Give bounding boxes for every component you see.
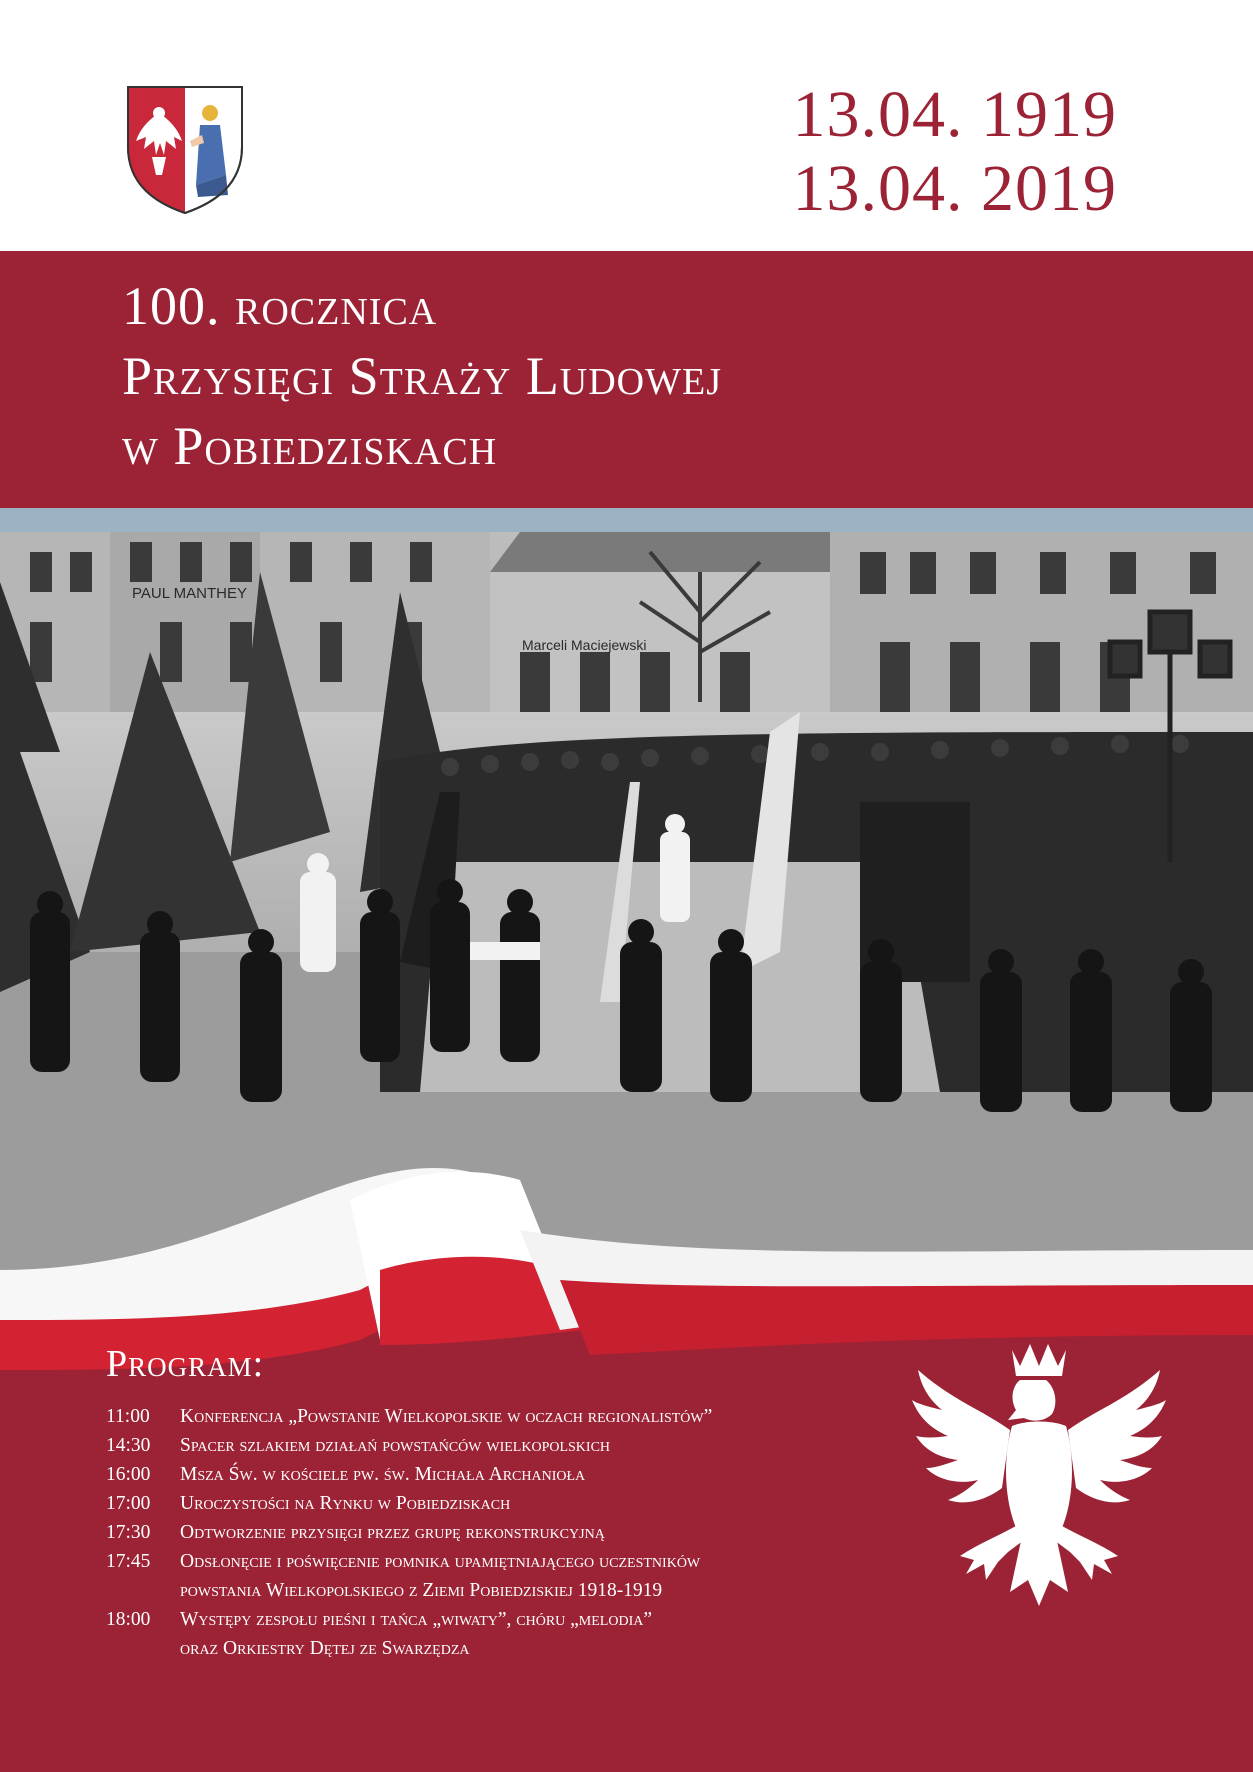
date-2019: 13.04. 2019 <box>792 152 1117 225</box>
program-time: 17:00 <box>106 1493 151 1514</box>
program-time: 17:30 <box>106 1522 151 1543</box>
title-line-3: w Pobiedziskach <box>122 416 498 476</box>
page-title <box>122 271 722 481</box>
title-band <box>0 251 1253 508</box>
sign-marceli-maciejewski: Marceli Maciejewski <box>522 637 647 653</box>
program-desc: Odtworzenie przysięgi przez grupę rekonstrukcyjną <box>180 1522 605 1543</box>
program-desc: Msza Św. w kościele pw. św. Michała Archanioła <box>180 1464 586 1485</box>
program-desc-cont: powstania Wielkopolskiego z Ziemi Pobiedziskiej 1918-1919 <box>180 1580 663 1601</box>
program-time: 11:00 <box>106 1406 150 1427</box>
program-time: 18:00 <box>106 1609 151 1630</box>
program-item <box>106 1460 712 1489</box>
white-eagle-icon <box>912 1330 1166 1646</box>
program-time: 17:45 <box>106 1551 151 1572</box>
program-desc-cont: oraz Orkiestry Dętej ze Swarzędza <box>180 1638 470 1659</box>
dates <box>793 78 1118 226</box>
sign-paul-manthey: PAUL MANTHEY <box>132 585 248 602</box>
program-desc: Konferencja „Powstanie Wielkopolskie w oczach regionalistów” <box>180 1406 713 1427</box>
program-item <box>106 1402 712 1431</box>
program-heading: Program: <box>106 1343 265 1385</box>
program-desc: Odsłonęcie i poświęcenie pomnika upamiętniającego uczestników <box>180 1551 701 1572</box>
program-desc: Występy zespołu pieśni i tańca „wiwaty”, chóru „melodia” <box>180 1609 653 1630</box>
program-time: 14:30 <box>106 1435 151 1456</box>
program-time: 16:00 <box>106 1464 151 1485</box>
program-item <box>106 1431 712 1460</box>
program-item <box>106 1547 712 1605</box>
blue-strip <box>0 508 1253 532</box>
coat-of-arms-icon <box>126 85 244 215</box>
program-item <box>106 1489 712 1518</box>
title-line-2: Przysięgi Straży Ludowej <box>122 346 722 406</box>
title-line-1: 100. rocznica <box>122 276 438 336</box>
program-item <box>106 1605 712 1663</box>
program-desc: Uroczystości na Rynku w Pobiedziskach <box>180 1493 511 1514</box>
program-list <box>106 1402 712 1663</box>
date-1919: 13.04. 1919 <box>792 78 1117 151</box>
program-item <box>106 1518 712 1547</box>
program-desc: Spacer szlakiem działań powstańców wielkopolskich <box>180 1435 611 1456</box>
